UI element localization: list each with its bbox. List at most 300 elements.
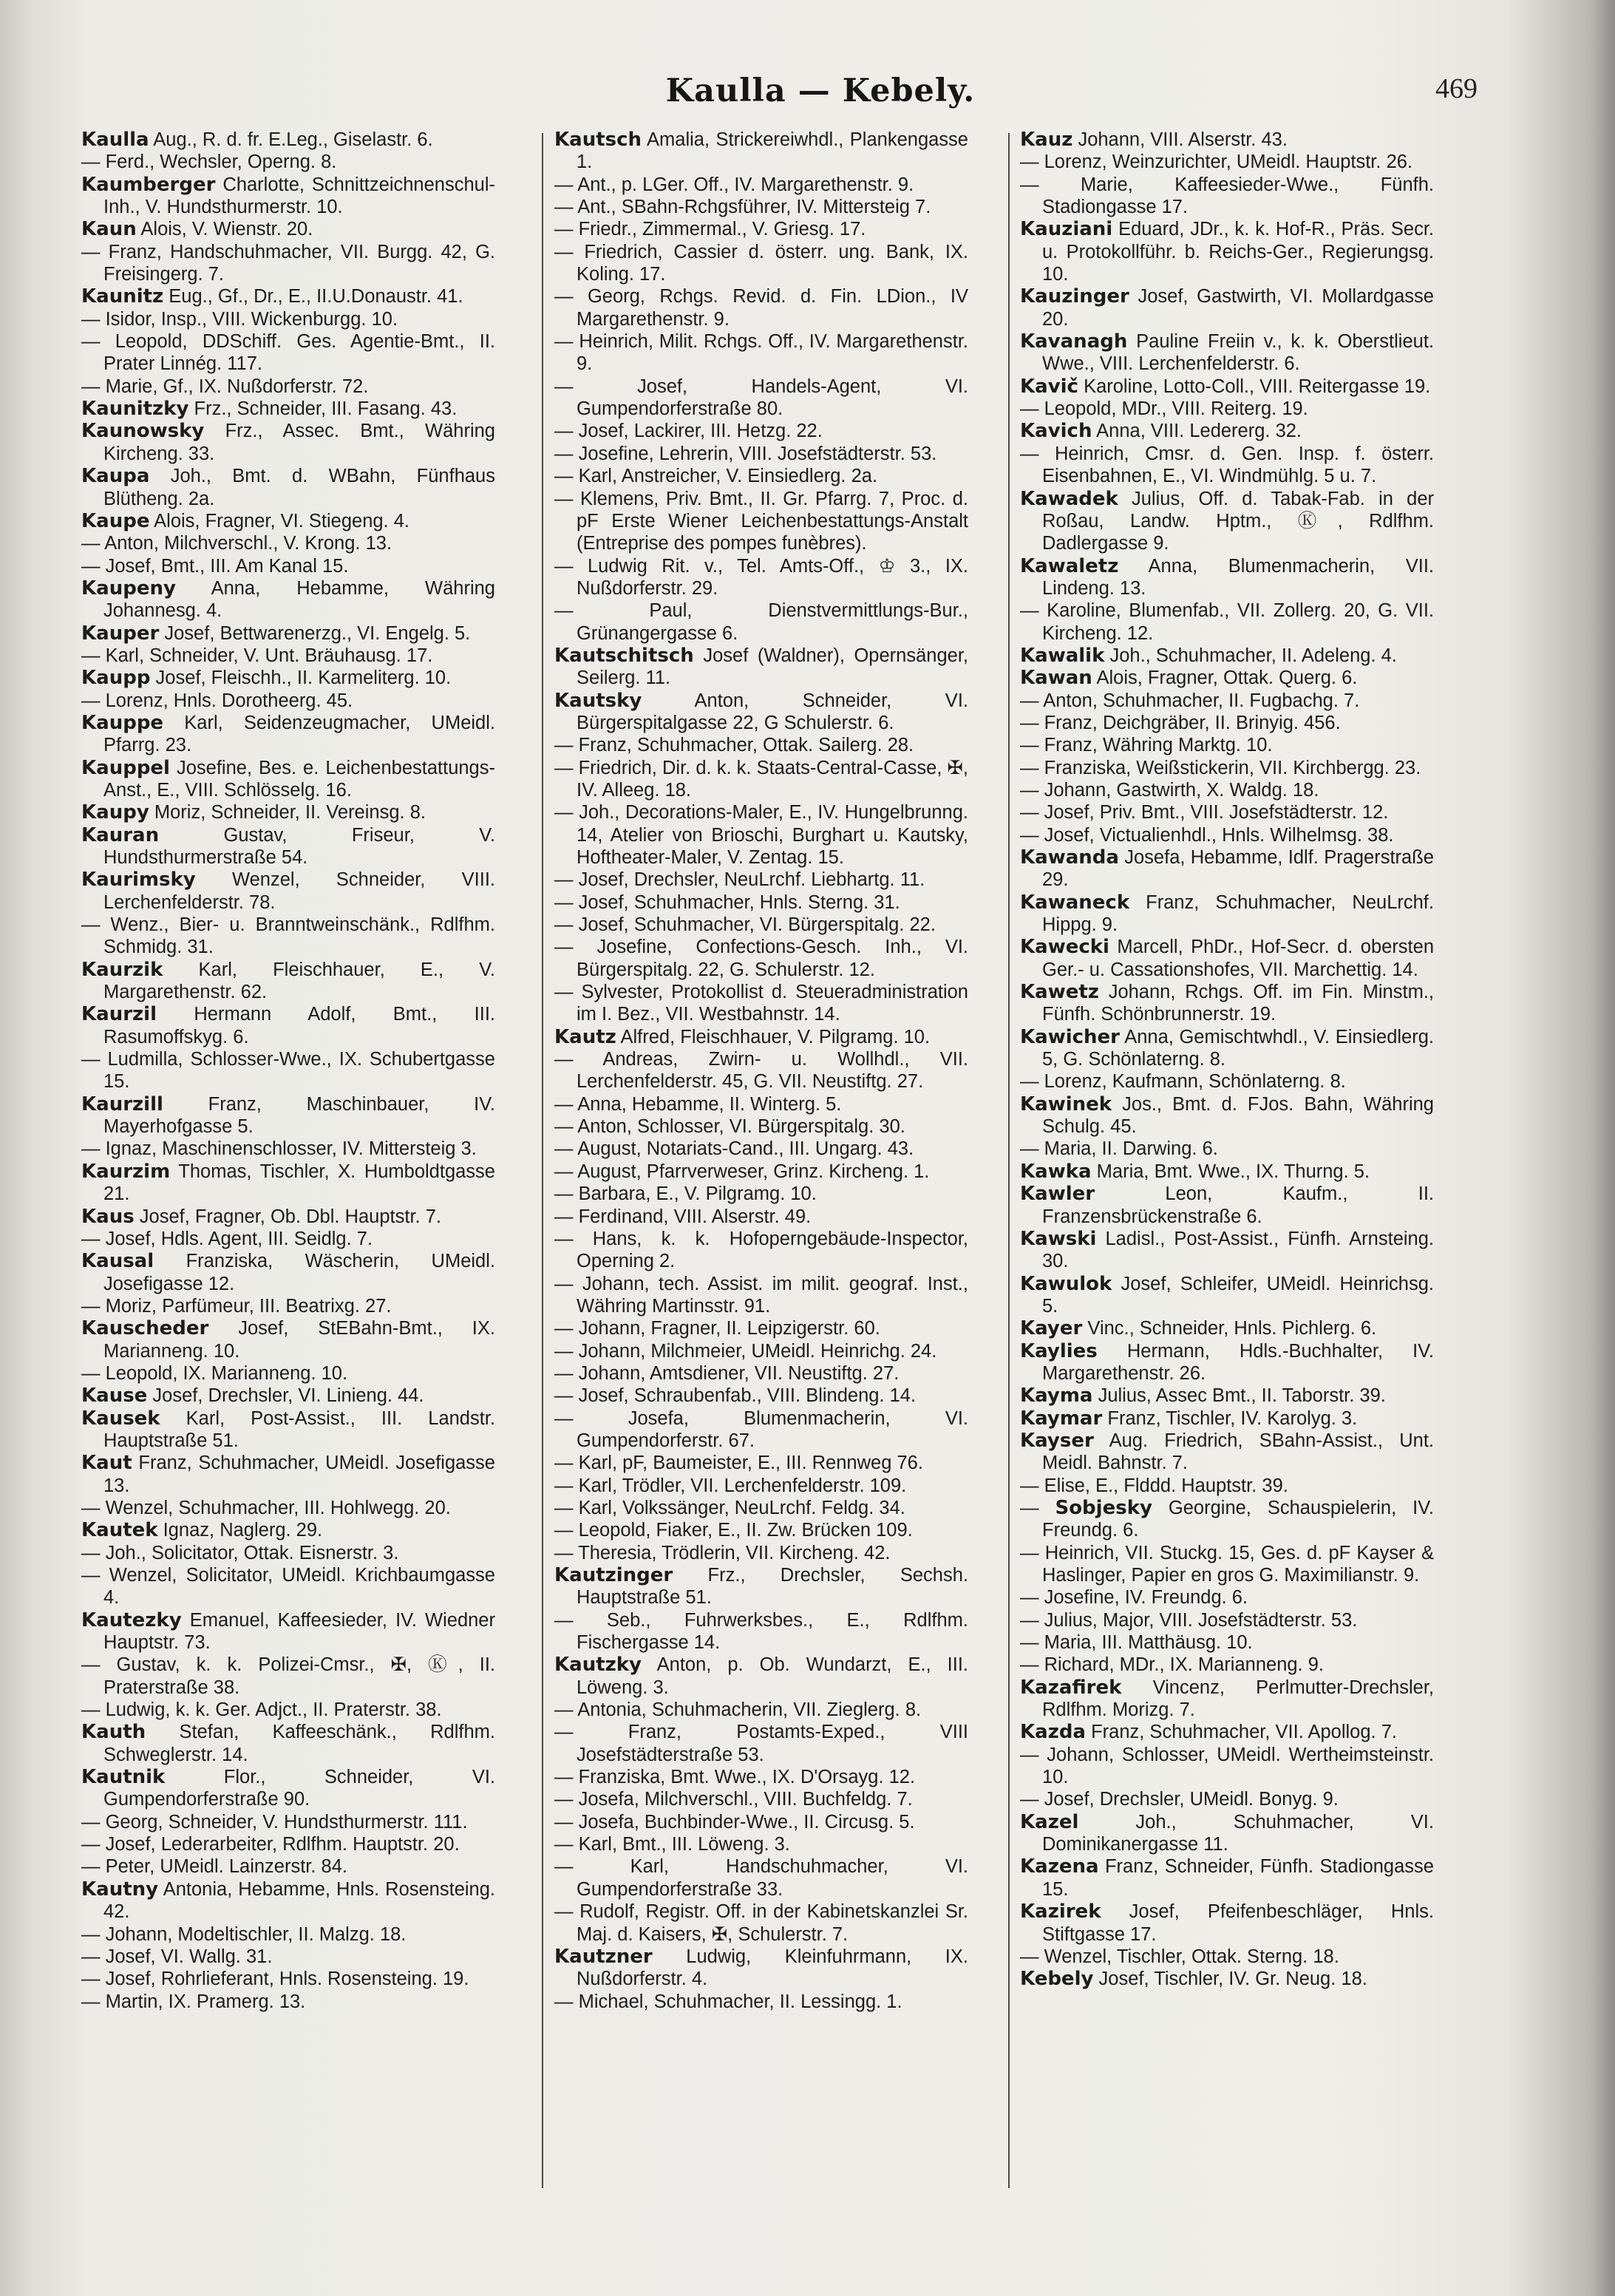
entry-details: Karl, Trödler, VII. Lerchenfelderstr. 109.: [578, 1475, 907, 1496]
continuation-dash: —: [1020, 1071, 1039, 1093]
entry-details: Gustav, k. k. Polizei-Cmsr., ✠, Ⓚ, II. Praterstraße 38.: [103, 1654, 495, 1698]
directory-subentry: [554, 330, 968, 376]
entry-surname: Kausal: [81, 1250, 154, 1273]
entry-details: Ignaz, Naglerg. 29.: [163, 1520, 323, 1541]
entry-details: Franz, Postamts-Exped., VIII Josefstädterstraße 53.: [577, 1722, 968, 1765]
continuation-dash: —: [554, 1161, 574, 1182]
entry-details: Anna, Hebamme, Währing Johannesg. 4.: [103, 577, 495, 622]
directory-column-1: [81, 129, 495, 2191]
entry-details: Flor., Schneider, VI. Gumpendorferstraße 90.: [103, 1767, 495, 1810]
entry-surname: Kayer: [1020, 1317, 1083, 1340]
directory-entry: [554, 1564, 968, 1609]
entry-details: Frz., Schneider, III. Fasang. 43.: [194, 398, 458, 420]
continuation-dash: —: [554, 1228, 574, 1249]
entry-details: Josefa, Milchverschl., VIII. Buchfeldg. 7.: [578, 1789, 913, 1810]
entry-surname: Kaymar: [1020, 1407, 1103, 1430]
entry-details: Wenzel, Solicitator, UMeidl. Krichbaumgasse 4.: [103, 1565, 495, 1609]
entry-surname: Kawinek: [1020, 1093, 1112, 1115]
continuation-dash: —: [81, 331, 101, 353]
directory-subentry: [1020, 824, 1434, 846]
continuation-dash: —: [554, 1811, 574, 1833]
entry-details: Anton, Milchverschl., V. Krong. 13.: [104, 533, 392, 554]
directory-subentry: [81, 1138, 495, 1160]
directory-entry: [1020, 891, 1434, 937]
continuation-dash: —: [554, 555, 574, 577]
directory-subentry: [81, 1946, 495, 1968]
entry-details: Karoline, Blumenfab., VII. Zollerg. 20, G. VII. Kircheng. 12.: [1042, 600, 1434, 644]
directory-entry: [81, 1317, 495, 1362]
entry-details: Josef, StEBahn-Bmt., IX. Marianneng. 10.: [103, 1318, 495, 1362]
continuation-dash: —: [554, 1497, 574, 1518]
directory-subentry: [81, 690, 495, 712]
entry-surname: Kaurzim: [81, 1160, 171, 1183]
entry-details: Josef, Tischler, IV. Gr. Neug. 18.: [1098, 1969, 1367, 1990]
continuation-dash: —: [1020, 1609, 1039, 1631]
directory-subentry: [554, 1362, 968, 1385]
entry-details: Josefine, IV. Freundg. 6.: [1044, 1587, 1248, 1609]
directory-entry: [1020, 376, 1434, 398]
directory-entry: [1020, 285, 1434, 330]
entry-details: Jos., Bmt. d. FJos. Bahn, Währing Schulg. 45.: [1042, 1093, 1434, 1138]
entry-surname: Kawetz: [1020, 981, 1099, 1004]
entry-surname: Kautek: [81, 1519, 158, 1542]
directory-subentry: [554, 801, 968, 869]
continuation-dash: —: [554, 1362, 574, 1384]
entry-details: Elise, E., Flddd. Hauptstr. 39.: [1044, 1475, 1288, 1496]
entry-details: Friedr., Zimmermal., V. Griesg. 17.: [578, 219, 866, 240]
continuation-dash: —: [1020, 1497, 1039, 1518]
directory-subentry: [554, 1788, 968, 1810]
continuation-dash: —: [554, 1183, 574, 1205]
directory-entry: [1020, 1385, 1434, 1407]
entry-details: Seb., Fuhrwerksbes., E., Rdlfhm. Fischergasse 14.: [577, 1609, 968, 1654]
entry-surname: Kavič: [1020, 375, 1078, 398]
entry-details: Josef, Lederarbeiter, Rdlfhm. Hauptstr. 20.: [105, 1834, 460, 1855]
entry-details: Ludwig Rit. v., Tel. Amts-Off., ♔ 3., IX. Nußdorferstr. 29.: [577, 555, 968, 599]
continuation-dash: —: [554, 197, 574, 218]
directory-entry: [1020, 846, 1434, 891]
entry-details: Wenzel, Schneider, VIII. Lerchenfelderstr. 78.: [103, 869, 495, 913]
directory-entry: [81, 1721, 495, 1766]
entry-details: Ant., SBahn-Rchgsführer, IV. Mittersteig 7.: [577, 197, 931, 218]
entry-details: Eug., Gf., Dr., E., II.U.Donaustr. 41.: [169, 286, 463, 308]
entry-details: Karl, Volkssänger, NeuLrchf. Feldg. 34.: [578, 1497, 905, 1518]
entry-details: Hermann, Hdls.-Buchhalter, IV. Margarethenstr. 26.: [1042, 1340, 1434, 1384]
column-divider: [542, 133, 543, 2188]
entry-surname: Kautsky: [554, 689, 642, 712]
continuation-dash: —: [554, 1138, 574, 1160]
entry-details: Leopold, MDr., VIII. Reiterg. 19.: [1044, 398, 1308, 420]
entry-details: Julius, Off. d. Tabak-Fab. in der Roßau, Landw. Hptm., Ⓚ, Rdlfhm. Dadlergasse 9.: [1042, 488, 1434, 554]
continuation-dash: —: [554, 1991, 574, 2012]
continuation-dash: —: [81, 1542, 101, 1563]
entry-details: Johann, Fragner, II. Leipzigerstr. 60.: [578, 1318, 880, 1339]
continuation-dash: —: [554, 1318, 574, 1339]
entry-surname: Kaumberger: [81, 173, 216, 196]
entry-details: Franz, Währing Marktg. 10.: [1044, 735, 1273, 756]
directory-subentry: [554, 174, 968, 196]
directory-entry: [1020, 1093, 1434, 1138]
continuation-dash: —: [81, 241, 101, 262]
directory-subentry: [554, 218, 968, 240]
entry-details: August, Pfarrverweser, Grinz. Kircheng. 1.: [577, 1161, 930, 1182]
continuation-dash: —: [554, 1789, 574, 1810]
entry-details: Alois, Fragner, Ottak. Querg. 6.: [1096, 668, 1358, 689]
entry-surname: Kaunitz: [81, 285, 164, 308]
continuation-dash: —: [1020, 712, 1039, 733]
entry-surname: Kayma: [1020, 1385, 1093, 1407]
directory-column-3: [1020, 129, 1434, 2191]
directory-entry: [1020, 488, 1434, 555]
entry-surname: Kaupp: [81, 667, 151, 690]
entry-details: Josefine, Lehrerin, VIII. Josefstädterstr. 53.: [578, 443, 937, 464]
entry-details: Ladisl., Post-Assist., Fünfh. Arnsteing. 30.: [1042, 1228, 1434, 1272]
directory-entry: [81, 1452, 495, 1497]
entry-surname: Kaupy: [81, 801, 149, 824]
continuation-dash: —: [81, 690, 101, 711]
entry-details: Karl, Bmt., III. Löweng. 3.: [578, 1834, 790, 1855]
continuation-dash: —: [1020, 1632, 1039, 1654]
directory-entry: [81, 577, 495, 622]
directory-entry: [554, 1946, 968, 1991]
directory-subentry: [554, 1475, 968, 1497]
entry-details: Josef, Victualienhdl., Hnls. Wilhelmsg. 38.: [1044, 824, 1394, 846]
directory-entry: [1020, 129, 1434, 151]
directory-entry: [1020, 667, 1434, 689]
entry-details: Wenz., Bier- u. Branntweinschänk., Rdlfhm. Schmidg. 31.: [103, 914, 495, 958]
entry-surname: Kawaneck: [1020, 891, 1130, 914]
continuation-dash: —: [554, 1340, 574, 1362]
continuation-dash: —: [554, 1049, 574, 1070]
entry-details: Joh., Schuhmacher, II. Adeleng. 4.: [1109, 645, 1397, 666]
directory-entry: [554, 645, 968, 690]
directory-subentry: [1020, 600, 1434, 645]
entry-details: Andreas, Zwirn- u. Wollhdl., VII. Lerchenfelderstr. 45, G. VII. Neustiftg. 27.: [577, 1049, 968, 1093]
entry-details: Karl, Seidenzeugmacher, UMeidl. Pfarrg. 23.: [103, 712, 495, 756]
entry-surname: Kautsch: [554, 129, 642, 151]
entry-surname: Kautny: [81, 1878, 159, 1901]
entry-details: Isidor, Insp., VIII. Wickenburgg. 10.: [105, 308, 398, 330]
directory-subentry: [81, 1923, 495, 1946]
continuation-dash: —: [81, 914, 101, 936]
directory-entry: [1020, 1901, 1434, 1946]
entry-details: Johann, Modeltischler, II. Malzg. 18.: [105, 1923, 407, 1945]
directory-subentry: [554, 1452, 968, 1474]
directory-entry: [1020, 330, 1434, 376]
directory-entry: [1020, 1161, 1434, 1183]
directory-subentry: [81, 1295, 495, 1317]
continuation-dash: —: [554, 735, 574, 756]
entry-surname: Kaulla: [81, 129, 149, 151]
directory-entry: [81, 398, 495, 420]
directory-subentry: [81, 241, 495, 286]
entry-details: Antonia, Schuhmacherin, VII. Zieglerg. 8.: [577, 1699, 922, 1721]
entry-details: Ignaz, Maschinenschlosser, IV. Mittersteig 3.: [105, 1138, 477, 1160]
directory-subentry: [1020, 1138, 1434, 1160]
directory-subentry: [554, 1161, 968, 1183]
entry-details: Georgine, Schauspielerin, IV. Freundg. 6.: [1042, 1497, 1434, 1541]
directory-subentry: [554, 1699, 968, 1721]
continuation-dash: —: [81, 1138, 101, 1160]
directory-entry: [81, 1407, 495, 1453]
entry-surname: Kause: [81, 1385, 148, 1407]
continuation-dash: —: [554, 982, 574, 1003]
continuation-dash: —: [554, 1834, 574, 1855]
entry-surname: Kausek: [81, 1407, 160, 1430]
entry-details: Leopold, Fiaker, E., II. Zw. Brücken 109.: [578, 1520, 913, 1541]
entry-details: Franz, Schuhmacher, UMeidl. Josefigasse 13.: [103, 1453, 495, 1496]
continuation-dash: —: [1020, 1542, 1039, 1563]
entry-details: Paul, Dienstvermittlungs-Bur., Grünangergasse 6.: [577, 600, 968, 644]
entry-details: Josefine, Bes. e. Leichenbestattungs-Anst., E., VIII. Schlösselg. 16.: [103, 757, 495, 801]
page-number: 469: [1435, 73, 1478, 104]
continuation-dash: —: [554, 1116, 574, 1138]
entry-details: Karl, Post-Assist., III. Landstr. Hauptstraße 51.: [103, 1407, 495, 1451]
entry-surname: Kawanda: [1020, 846, 1119, 869]
entry-surname: Kavanagh: [1020, 330, 1128, 353]
entry-details: Franz, Maschinbauer, IV. Mayerhofgasse 5.: [103, 1093, 495, 1138]
entry-details: Ludmilla, Schlosser-Wwe., IX. Schubertgasse 15.: [103, 1049, 495, 1093]
continuation-dash: —: [554, 757, 574, 778]
directory-entry: [81, 712, 495, 757]
entry-details: Ludwig, Kleinfuhrmann, IX. Nußdorferstr. 4.: [577, 1946, 968, 1990]
entry-surname: Kauppe: [81, 711, 164, 734]
entry-details: Josef, Schleifer, UMeidl. Heinrichsg. 5.: [1042, 1273, 1434, 1317]
continuation-dash: —: [1020, 1475, 1039, 1496]
directory-subentry: [81, 1654, 495, 1699]
directory-entry: [1020, 1677, 1434, 1722]
directory-subentry: [1020, 1609, 1434, 1631]
entry-details: Alois, Fragner, VI. Stiegeng. 4.: [154, 510, 409, 531]
entry-details: Anna, Gemischtwhdl., V. Einsiedlerg. 5, G. Schönlaterng. 8.: [1042, 1026, 1434, 1070]
entry-surname: Kawulok: [1020, 1272, 1112, 1295]
entry-details: Wenzel, Schuhmacher, III. Hohlwegg. 20.: [105, 1497, 451, 1518]
directory-subentry: [554, 420, 968, 442]
entry-details: Johann, Milchmeier, UMeidl. Heinrichg. 24.: [578, 1340, 937, 1362]
directory-entry: [81, 218, 495, 240]
entry-details: Ludwig, k. k. Ger. Adjct., II. Praterstr. 38.: [105, 1699, 442, 1721]
entry-surname: Kautzky: [554, 1654, 642, 1677]
directory-entry: [1020, 218, 1434, 285]
entry-surname: Sobjesky: [1055, 1496, 1152, 1519]
continuation-dash: —: [554, 1475, 574, 1496]
entry-surname: Kauz: [1020, 129, 1073, 151]
entry-details: Franz, Schuhmacher, Ottak. Sailerg. 28.: [578, 735, 914, 756]
directory-subentry: [554, 443, 968, 465]
continuation-dash: —: [81, 1654, 101, 1676]
directory-entry: [1020, 1228, 1434, 1273]
entry-surname: Kautzinger: [554, 1564, 673, 1586]
directory-subentry: [81, 645, 495, 667]
directory-subentry: [554, 1183, 968, 1205]
entry-details: Josef, Schraubenfab., VIII. Blindeng. 14.: [578, 1385, 917, 1407]
entry-details: Josefa, Buchbinder-Wwe., II. Circusg. 5.: [578, 1811, 915, 1833]
entry-details: Karoline, Lotto-Coll., VIII. Reitergasse 19.: [1084, 376, 1431, 397]
entry-details: Karl, Handschuhmacher, VI. Gumpendorferstraße 33.: [577, 1856, 968, 1900]
directory-entry: [1020, 1721, 1434, 1743]
directory-entry: [81, 622, 495, 645]
continuation-dash: —: [81, 1834, 101, 1855]
entry-surname: Kayser: [1020, 1429, 1094, 1452]
entry-details: Aug., R. d. fr. E.Leg., Giselastr. 6.: [153, 129, 433, 150]
entry-surname: Kavich: [1020, 420, 1092, 443]
directory-subentry: [81, 1564, 495, 1609]
directory-entry: [81, 1878, 495, 1923]
entry-details: Moriz, Parfümeur, III. Beatrixg. 27.: [105, 1295, 392, 1317]
entry-details: Julius, Major, VIII. Josefstädterstr. 53.: [1044, 1609, 1358, 1631]
directory-entry: [1020, 645, 1434, 667]
entry-details: Hans, k. k. Hofoperngebäude-Inspector, Operning 2.: [577, 1228, 968, 1272]
entry-details: Josef, Fragner, Ob. Dbl. Hauptstr. 7.: [139, 1206, 441, 1227]
directory-subentry: [1020, 443, 1434, 488]
continuation-dash: —: [81, 376, 101, 397]
entry-details: Alois, V. Wienstr. 20.: [140, 219, 313, 240]
directory-subentry: [554, 465, 968, 487]
entry-details: Johann, tech. Assist. im milit. geograf. Inst., Währing Martinsstr. 91.: [577, 1273, 968, 1317]
entry-details: Wenzel, Tischler, Ottak. Sterng. 18.: [1044, 1946, 1339, 1967]
directory-entry: [81, 1161, 495, 1206]
directory-subentry: [1020, 1744, 1434, 1789]
entry-details: Marie, Kaffeesieder-Wwe., Fünfh. Stadiongasse 17.: [1042, 174, 1434, 218]
continuation-dash: —: [554, 1699, 574, 1721]
continuation-dash: —: [81, 308, 101, 330]
entry-details: Josef, Fleischh., II. Karmeliterg. 10.: [155, 668, 452, 689]
directory-subentry: [1020, 151, 1434, 173]
entry-details: Richard, MDr., IX. Marianneng. 9.: [1044, 1654, 1324, 1676]
entry-surname: Kaupe: [81, 509, 150, 532]
entry-details: Josef, Priv. Bmt., VIII. Josefstädterstr. 12.: [1044, 802, 1389, 823]
directory-entry: [81, 285, 495, 308]
directory-subentry: [81, 1855, 495, 1878]
entry-details: Josef, Pfeifenbeschläger, Hnls. Stiftgasse 17.: [1042, 1901, 1434, 1945]
entry-details: Franz, Deichgräber, II. Brinyig. 456.: [1044, 712, 1341, 733]
entry-surname: Kaun: [81, 218, 137, 241]
directory-subentry: [554, 1991, 968, 2013]
directory-subentry: [1020, 1542, 1434, 1587]
directory-subentry: [554, 869, 968, 891]
directory-entry: [554, 1654, 968, 1699]
directory-entry: [81, 667, 495, 689]
entry-surname: Kawaletz: [1020, 554, 1119, 577]
directory-entry: [554, 690, 968, 735]
entry-surname: Kazafirek: [1020, 1676, 1122, 1699]
continuation-dash: —: [81, 1228, 101, 1249]
continuation-dash: —: [1020, 1744, 1039, 1765]
continuation-dash: —: [1020, 174, 1039, 195]
continuation-dash: —: [81, 152, 101, 173]
directory-subentry: [554, 1273, 968, 1318]
continuation-dash: —: [1020, 1946, 1039, 1967]
entry-details: Barbara, E., V. Pilgramg. 10.: [578, 1183, 817, 1205]
continuation-dash: —: [1020, 1789, 1039, 1810]
directory-entry: [81, 420, 495, 465]
entry-details: Gustav, Friseur, V. Hundsthurmerstraße 54.: [103, 824, 495, 868]
entry-details: Lorenz, Weinzurichter, UMeidl. Hauptstr. 26.: [1044, 152, 1413, 173]
entry-details: Josef, Handels-Agent, VI. Gumpendorferstraße 80.: [577, 376, 968, 420]
continuation-dash: —: [554, 914, 574, 936]
entry-surname: Kaus: [81, 1205, 135, 1228]
continuation-dash: —: [554, 1856, 574, 1878]
entry-surname: Kautzner: [554, 1945, 653, 1968]
directory-subentry: [81, 532, 495, 554]
entry-details: Heinrich, Cmsr. d. Gen. Insp. f. österr. Eisenbahnen, E., VI. Windmühlg. 5 u. 7.: [1042, 443, 1434, 487]
directory-entry: [81, 801, 495, 823]
entry-details: Karl, Schneider, V. Unt. Bräuhausg. 17.: [105, 645, 433, 666]
continuation-dash: —: [81, 555, 101, 577]
entry-details: Julius, Assec Bmt., II. Taborstr. 39.: [1098, 1385, 1386, 1407]
directory-subentry: [81, 914, 495, 959]
continuation-dash: —: [81, 1946, 101, 1967]
entry-surname: Kauppel: [81, 756, 170, 779]
entry-details: Josef, Bettwarenerzg., VI. Engelg. 5.: [164, 622, 471, 644]
continuation-dash: —: [554, 1520, 574, 1541]
directory-subentry: [554, 1609, 968, 1654]
directory-subentry: [554, 757, 968, 802]
directory-subentry: [81, 1699, 495, 1721]
entry-surname: Kaurzik: [81, 958, 163, 981]
directory-column-2: [554, 129, 968, 2191]
directory-subentry: [1020, 1654, 1434, 1676]
entry-details: Josef, Schuhmacher, Hnls. Sterng. 31.: [578, 891, 900, 913]
directory-subentry: [554, 1497, 968, 1519]
entry-details: Marcell, PhDr., Hof-Secr. d. obersten Ger.- u. Cassationshofes, VII. Marchettig. 14.: [1042, 937, 1434, 980]
directory-subentry: [81, 1362, 495, 1385]
entry-details: Anton, p. Ob. Wundarzt, E., III. Löweng. 3.: [577, 1654, 968, 1698]
entry-details: Franz, Handschuhmacher, VII. Burgg. 42, G. Freisingerg. 7.: [103, 241, 495, 285]
entry-details: Ant., p. LGer. Off., IV. Margarethenstr. 9.: [577, 174, 914, 195]
continuation-dash: —: [81, 1856, 101, 1878]
directory-subentry: [1020, 174, 1434, 219]
directory-subentry: [1020, 712, 1434, 734]
directory-entry: [1020, 1273, 1434, 1318]
directory-subentry: [554, 1048, 968, 1093]
directory-subentry: [81, 1991, 495, 2013]
entry-details: Klemens, Priv. Bmt., II. Gr. Pfarrg. 7, Proc. d. pF Erste Wiener Leichenbestattungs-Anstalt (Entreprise des pompes funèbres).: [577, 488, 968, 554]
directory-subentry: [554, 981, 968, 1026]
directory-subentry: [554, 1901, 968, 1946]
entry-details: Lorenz, Hnls. Dorotheerg. 45.: [105, 690, 353, 711]
directory-subentry: [554, 1766, 968, 1788]
entry-details: Frz., Drechsler, Sechsh. Hauptstraße 51.: [577, 1565, 968, 1609]
entry-details: Antonia, Hebamme, Hnls. Rosensteing. 42.: [103, 1878, 495, 1923]
entry-details: Hermann Adolf, Bmt., III. Rasumoffskyg. 6.: [103, 1004, 495, 1047]
entry-details: Franziska, Wäscherin, UMeidl. Josefigasse 12.: [103, 1251, 495, 1294]
continuation-dash: —: [554, 488, 574, 509]
entry-details: Maria, III. Matthäusg. 10.: [1044, 1632, 1253, 1654]
directory-subentry: [1020, 1788, 1434, 1810]
continuation-dash: —: [1020, 1587, 1039, 1609]
entry-details: Johann, Schlosser, UMeidl. Wertheimsteinstr. 10.: [1042, 1744, 1434, 1788]
continuation-dash: —: [81, 1991, 101, 2012]
entry-details: Josef, Drechsler, VI. Linieng. 44.: [152, 1385, 424, 1407]
continuation-dash: —: [1020, 757, 1039, 778]
entry-details: Leopold, IX. Marianneng. 10.: [105, 1362, 348, 1384]
continuation-dash: —: [554, 1722, 574, 1743]
entry-details: Karl, Fleischhauer, E., V. Margarethenstr. 62.: [103, 959, 495, 1003]
continuation-dash: —: [1020, 443, 1039, 464]
directory-entry: [81, 1206, 495, 1228]
entry-details: Martin, IX. Pramerg. 13.: [105, 1991, 306, 2012]
directory-subentry: [554, 1228, 968, 1273]
directory-subentry: [1020, 757, 1434, 779]
entry-details: Joh., Decorations-Maler, E., IV. Hungelbrunng. 14, Atelier von Brioschi, Burghart u. Kautsky, Hoftheater-Maler, V. Zentag. 15.: [577, 802, 968, 868]
directory-subentry: [81, 1542, 495, 1564]
continuation-dash: —: [1020, 1654, 1039, 1676]
continuation-dash: —: [81, 1565, 101, 1586]
entry-details: Josef, Rohrlieferant, Hnls. Rosensteing. 19.: [105, 1969, 469, 1990]
entry-details: Johann, Amtsdiener, VII. Neustiftg. 27.: [578, 1362, 900, 1384]
continuation-dash: —: [554, 1767, 574, 1788]
